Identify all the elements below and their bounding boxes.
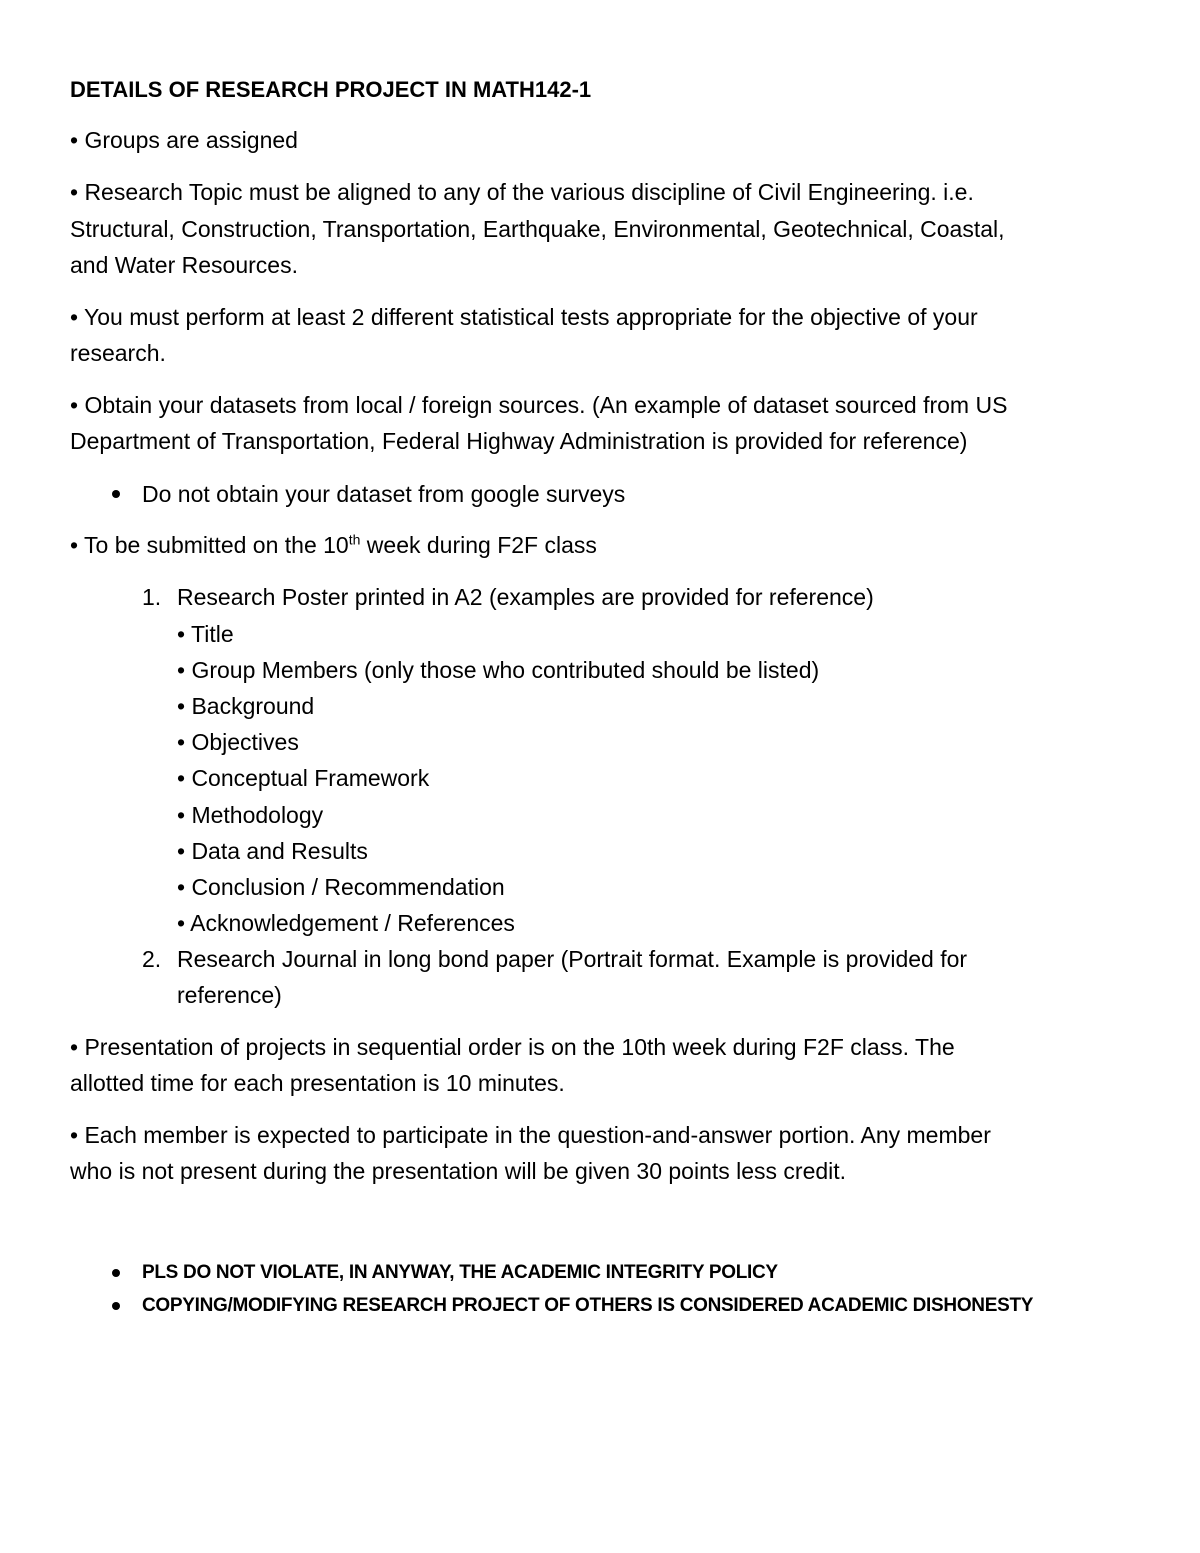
list-item-poster: Research Poster printed in A2 (examples are provided for reference) (177, 584, 874, 610)
presentation-line-1: • Presentation of projects in sequential order is on the 10th week during F2F class. The (70, 1034, 955, 1060)
page-title: DETAILS OF RESEARCH PROJECT IN MATH142-1 (70, 77, 592, 102)
poster-item: • Background (177, 693, 315, 719)
poster-item: • Title (177, 621, 234, 647)
topic-line-1: • Research Topic must be aligned to any of the various discipline of Civil Engineering. i.e. (70, 179, 974, 205)
submission-line (70, 527, 597, 563)
list-item-journal-2: reference) (177, 982, 282, 1008)
bullet-icon (112, 1269, 120, 1277)
poster-item: • Objectives (177, 729, 299, 755)
datasets-line-1: • Obtain your datasets from local / foreign sources. (An example of dataset sourced from US (70, 392, 1008, 418)
submission-superscript: th (348, 531, 361, 548)
groups-line: • Groups are assigned (70, 127, 298, 153)
topic-line-3: and Water Resources. (70, 252, 298, 278)
bullet-icon (112, 490, 120, 498)
list-number-1: 1. (142, 584, 162, 610)
poster-item: • Acknowledgement / References (177, 910, 515, 936)
submission-text-pre: • To be submitted on the 10 (70, 532, 349, 558)
presentation-line-2: allotted time for each presentation is 10 minutes. (70, 1070, 565, 1096)
member-line-2: who is not present during the presentation will be given 30 points less credit. (70, 1158, 847, 1184)
topic-line-2: Structural, Construction, Transportation, Earthquake, Environmental, Geotechnical, Coastal, (70, 216, 1005, 242)
submission-text-post: week during F2F class (360, 532, 597, 558)
list-item-journal-1: Research Journal in long bond paper (Portrait format. Example is provided for (177, 946, 968, 972)
datasets-line-2: Department of Transportation, Federal Highway Administration is provided for reference) (70, 428, 968, 454)
poster-item: • Group Members (only those who contributed should be listed) (177, 657, 820, 683)
warning-dishonesty: COPYING/MODIFYING RESEARCH PROJECT OF OTHERS IS CONSIDERED ACADEMIC DISHONESTY (142, 1295, 1034, 1316)
poster-item: • Conceptual Framework (177, 765, 430, 791)
tests-line-2: research. (70, 340, 166, 366)
tests-line-1: • You must perform at least 2 different statistical tests appropriate for the objective of your (70, 304, 978, 330)
poster-item: • Data and Results (177, 838, 368, 864)
poster-item: • Conclusion / Recommendation (177, 874, 505, 900)
poster-item: • Methodology (177, 802, 324, 828)
list-number-2: 2. (142, 946, 162, 972)
warning-integrity: PLS DO NOT VIOLATE, IN ANYWAY, THE ACADEMIC INTEGRITY POLICY (142, 1262, 778, 1283)
datasets-sub-item: Do not obtain your dataset from google surveys (142, 481, 626, 507)
member-line-1: • Each member is expected to participate in the question-and-answer portion. Any member (70, 1122, 991, 1148)
bullet-icon (112, 1302, 120, 1310)
